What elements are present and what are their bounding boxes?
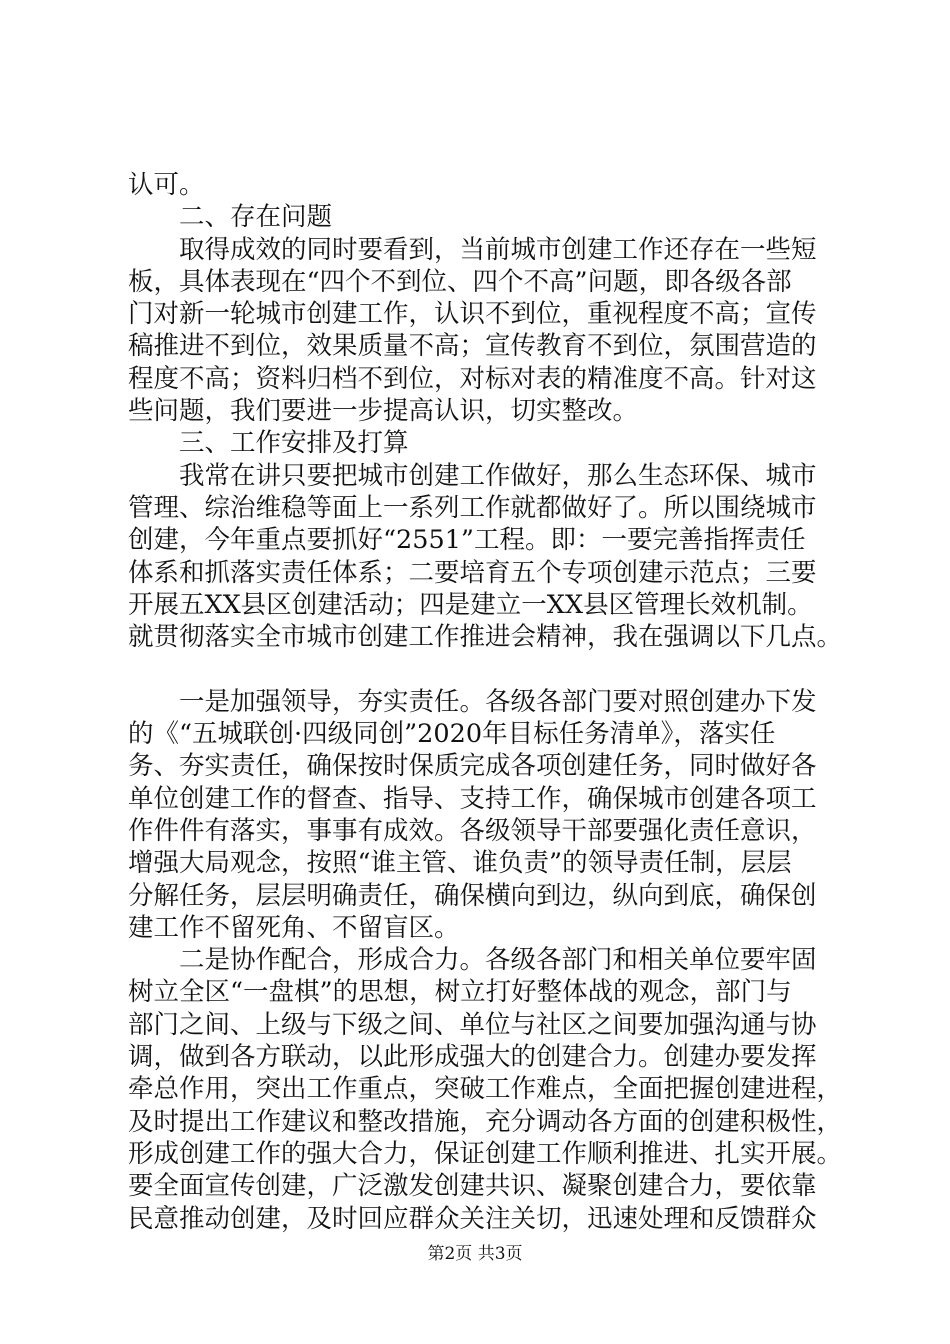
text-line: 取得成效的同时要看到，当前城市创建工作还存在一些短 [179,234,817,265]
text-line: 程度不高；资料归档不到位，对标对表的精准度不高。针对这 [128,363,817,394]
text-line: 认可。 [128,170,205,200]
text-line: 增强大局观念，按照“谁主管、谁负责”的领导责任制，层层 [128,848,792,879]
text-line: 树立全区“一盘棋”的思想，树立打好整体战的观念，部门与 [128,977,792,1008]
text-line: 务、夯实责任，确保按时保质完成各项创建任务，同时做好各 [128,751,817,782]
text-line: 牵总作用，突出工作重点，突破工作难点，全面把握创建进程， [128,1074,843,1105]
text-line: 建工作不留死角、不留盲区。 [128,912,460,943]
text-line: 开展五XX县区创建活动；四是建立一XX县区管理长效机制。 [128,589,813,620]
text-line: 二是协作配合，形成合力。各级各部门和相关单位要牢固 [179,945,817,976]
document-body [128,169,850,1235]
text-line: 要全面宣传创建，广泛激发创建共识、凝聚创建合力，要依靠 [128,1171,817,1202]
text-line [128,653,850,685]
text-line: 部门之间、上级与下级之间、单位与社区之间要加强沟通与协 [128,1009,817,1040]
text-line: 调，做到各方联动，以此形成强大的创建合力。创建办要发挥 [128,1042,817,1073]
text-line: 二、存在问题 [179,202,333,233]
text-line: 的《“五城联创·四级同创”2020年目标任务清单》，落实任 [128,719,776,750]
text-line: 民意推动创建，及时回应群众关注关切，迅速处理和反馈群众 [128,1203,817,1234]
text-line: 一是加强领导，夯实责任。各级各部门要对照创建办下发 [179,686,817,717]
text-line: 三、工作安排及打算 [179,428,409,459]
text-line: 管理、综治维稳等面上一系列工作就都做好了。所以围绕城市 [128,492,817,523]
text-line: 就贯彻落实全市城市创建工作推进会精神，我在强调以下几点。 [128,622,843,653]
text-line: 作件件有落实，事事有成效。各级领导干部要强化责任意识， [128,815,817,846]
text-line: 些问题，我们要进一步提高认识，切实整改。 [128,396,639,427]
text-line: 体系和抓落实责任体系；二要培育五个专项创建示范点；三要 [128,557,817,588]
text-line: 分解任务，层层明确责任，确保横向到边，纵向到底，确保创 [128,880,817,911]
text-line: 及时提出工作建议和整改措施，充分调动各方面的创建积极性， [128,1106,843,1137]
page-footer: 第2页 共3页 [427,1244,523,1264]
text-line: 单位创建工作的督查、指导、支持工作，确保城市创建各项工 [128,783,817,814]
text-line: 形成创建工作的强大合力，保证创建工作顺利推进、扎实开展。 [128,1138,843,1169]
text-line: 板，具体表现在“四个不到位、四个不高”问题，即各级各部 [128,266,792,297]
text-line: 门对新一轮城市创建工作，认识不到位，重视程度不高；宣传 [128,299,817,330]
text-line: 稿推进不到位，效果质量不高；宣传教育不到位，氛围营造的 [128,331,817,362]
text-line: 创建，今年重点要抓好“2551”工程。即：一要完善指挥责任 [128,525,806,556]
text-line: 我常在讲只要把城市创建工作做好，那么生态环保、城市 [179,460,817,491]
